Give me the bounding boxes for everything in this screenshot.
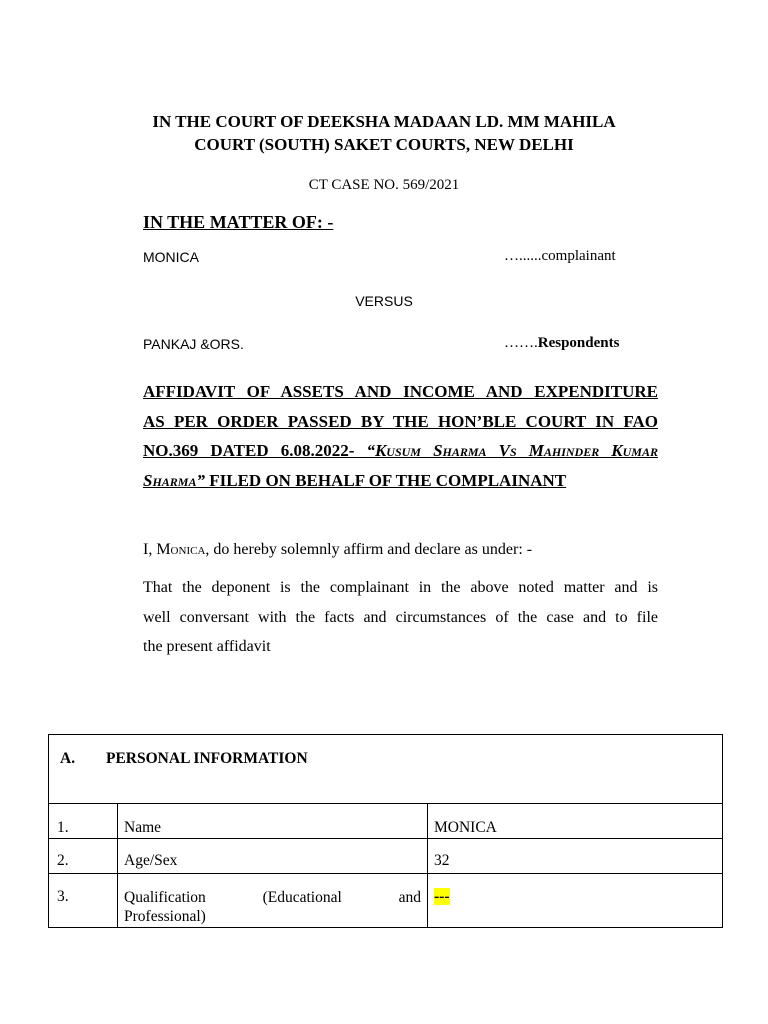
table-section-row <box>49 735 723 804</box>
case-citation-part2: Sharma” <box>143 470 205 490</box>
row-number: 3. <box>49 874 118 928</box>
court-heading-line1: IN THE COURT OF DEEKSHA MADAAN LD. MM MAHILA <box>152 112 616 131</box>
row-field <box>118 874 428 928</box>
statement-line3: the present affidavit <box>143 638 271 655</box>
row-field-line2: Professional) <box>124 908 206 925</box>
row-value: MONICA <box>428 804 723 839</box>
complainant-role-label: complainant <box>541 248 616 264</box>
court-heading-line2: COURT (SOUTH) SAKET COURTS, NEW DELHI <box>194 135 574 154</box>
respondent-dots: ……. <box>504 335 538 351</box>
affidavit-title-line4 <box>143 466 658 496</box>
affidavit-title-line4-b: FILED ON BEHALF OF THE COMPLAINANT <box>204 470 567 490</box>
complainant-dots: …...... <box>504 248 542 264</box>
row-value <box>428 874 723 928</box>
complainant-role <box>504 248 616 265</box>
highlighted-value: --- <box>434 888 450 905</box>
declaration <box>143 541 658 559</box>
statement-paragraph <box>143 573 658 662</box>
row-field: Age/Sex <box>118 839 428 874</box>
affidavit-title-line3 <box>143 436 658 466</box>
affidavit-title-line3-a: NO.369 DATED 6.08.2022- <box>143 441 367 460</box>
row-field: Name <box>118 804 428 839</box>
table-row <box>49 839 723 874</box>
row-field-word: (Educational <box>262 889 342 906</box>
affidavit-title-line2: AS PER ORDER PASSED BY THE HON’BLE COURT IN FAO <box>143 411 658 431</box>
declaration-suffix: , do hereby solemnly affirm and declare as under: - <box>205 541 533 558</box>
versus-label: VERSUS <box>355 293 413 309</box>
complainant-name: MONICA <box>143 249 199 265</box>
court-heading <box>0 110 768 156</box>
row-number: 2. <box>49 839 118 874</box>
declaration-prefix: I, <box>143 541 157 558</box>
row-field-word: Qualification <box>124 889 206 906</box>
case-number: CT CASE NO. 569/2021 <box>308 177 460 193</box>
row-field-line1 <box>124 888 421 907</box>
table-row <box>49 874 723 928</box>
affidavit-title-line1: AFFIDAVIT OF ASSETS AND INCOME AND EXPENDITURE <box>143 382 658 401</box>
case-citation-part1: “Kusum Sharma Vs Mahinder Kumar <box>366 441 658 460</box>
statement-line2: well conversant with the facts and circumstances of the case and to file <box>143 608 658 626</box>
respondent-name: PANKAJ &ORS. <box>143 336 244 352</box>
row-number: 1. <box>49 804 118 839</box>
row-field-word: and <box>398 889 421 906</box>
table-row <box>49 804 723 839</box>
affidavit-title <box>143 377 658 495</box>
respondent-role <box>504 335 619 352</box>
section-label: A. <box>60 750 76 767</box>
row-value: 32 <box>428 839 723 874</box>
declarant-name: Monica <box>156 541 206 558</box>
section-title: PERSONAL INFORMATION <box>106 750 308 767</box>
statement-line1: That the deponent is the complainant in the above noted matter and is <box>143 579 658 596</box>
matter-heading: IN THE MATTER OF: - <box>143 212 334 232</box>
personal-info-table <box>48 734 723 928</box>
respondent-role-label: Respondents <box>537 335 620 351</box>
